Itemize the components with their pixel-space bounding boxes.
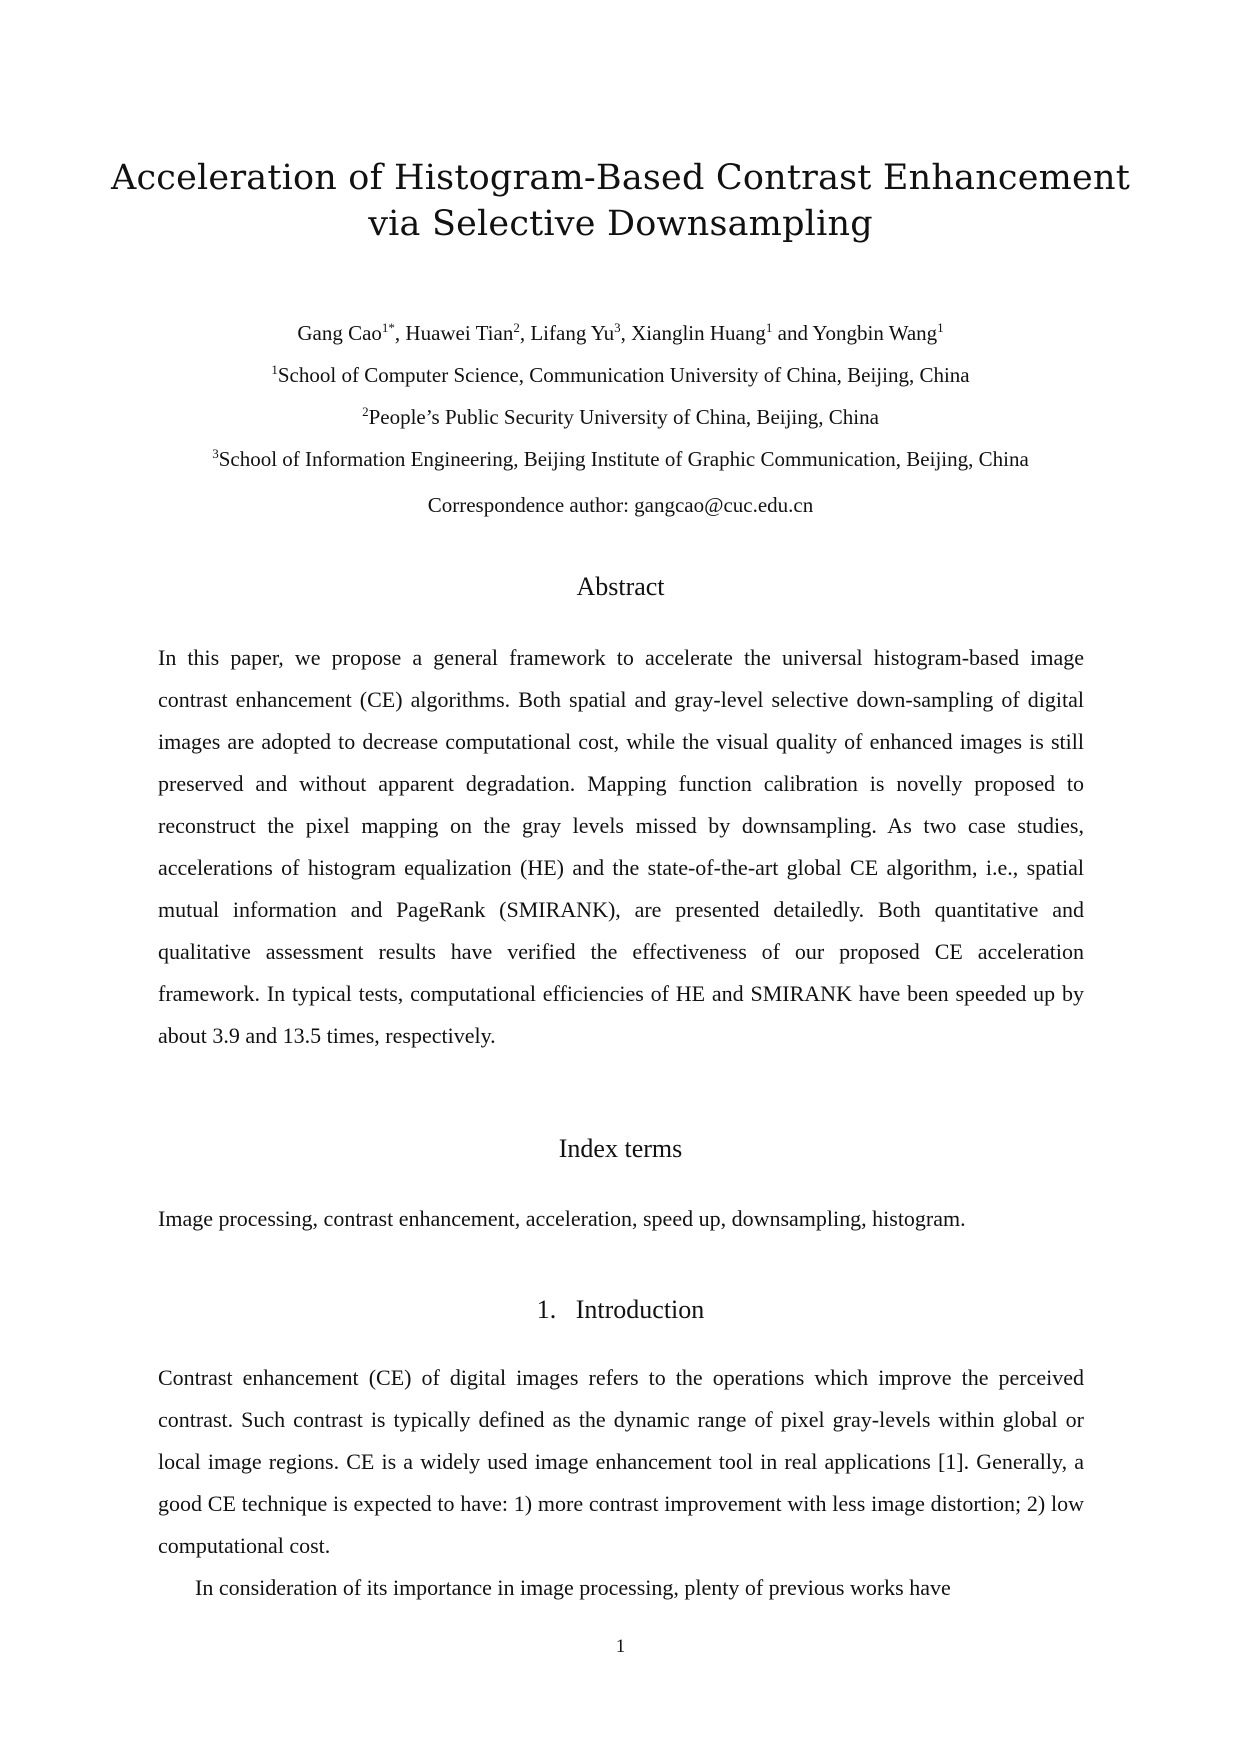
author-affiliation-mark: 1 <box>765 320 773 335</box>
author-name: Lifang Yu <box>530 321 615 345</box>
title-line-1: Acceleration of Histogram-Based Contrast Enhancement <box>111 158 1130 198</box>
title-line-2: via Selective Downsampling <box>368 204 873 244</box>
author-name: Yongbin Wang <box>812 321 938 345</box>
abstract-heading: Abstract <box>576 572 665 601</box>
affiliation-mark: 1 <box>271 362 278 377</box>
page-number: 1 <box>615 1636 626 1657</box>
affiliation-text: School of Computer Science, Communication University of China, Beijing, China <box>277 363 970 387</box>
author-name: Xianglin Huang <box>631 321 766 345</box>
affiliation-2 <box>0 404 1241 430</box>
author-name: Huawei Tian <box>405 321 514 345</box>
author-affiliation-mark: 1* <box>381 320 395 335</box>
introduction-paragraph-1: Contrast enhancement (CE) of digital images refers to the operations which improve the perceived contrast. Such contrast is typically defined as the dynamic range of pixel gray-levels within global or local image regions. CE is a widely used image enhancement tool in real applications [1]. Generally, a good CE technique is expected to have: 1) more contrast improvement with less image distortion; 2) low computational cost. <box>158 1365 1084 1558</box>
introduction-heading: 1. Introduction <box>536 1295 705 1324</box>
abstract-text: In this paper, we propose a general framework to accelerate the universal histogram-based image contrast enhancement (CE) algorithms. Both spatial and gray-level selective down-sampling of digital images are adopted to decrease computational cost, while the visual quality of enhanced images is still preserved and without apparent degradation. Mapping function calibration is novelly proposed to reconstruct the pixel mapping on the gray levels missed by downsampling. As two case studies, accelerations of histogram equalization (HE) and the state-of-the-art global CE algorithm, i.e., spatial mutual information and PageRank (SMIRANK), are presented detailedly. Both quantitative and qualitative assessment results have verified the effectiveness of our proposed CE acceleration framework. In typical tests, computational efficiencies of HE and SMIRANK have been speeded up by about 3.9 and 13.5 times, respectively. <box>158 645 1084 1048</box>
author-separator: and <box>772 321 813 345</box>
author-separator: , <box>519 321 531 345</box>
affiliation-text: School of Information Engineering, Beijing Institute of Graphic Communication, Beijing, China <box>218 447 1029 471</box>
affiliation-mark: 2 <box>362 404 369 419</box>
author-affiliation-mark: 2 <box>513 320 520 335</box>
affiliation-text: People’s Public Security University of China, Beijing, China <box>368 405 879 429</box>
author-separator: , <box>620 321 632 345</box>
author-list <box>0 320 1241 346</box>
index-terms-text: Image processing, contrast enhancement, acceleration, speed up, downsampling, histogram. <box>158 1206 966 1231</box>
affiliation-3 <box>0 446 1241 472</box>
affiliation-1 <box>0 362 1241 388</box>
author-affiliation-mark: 1 <box>937 320 944 335</box>
author-separator: , <box>394 321 406 345</box>
author-affiliation-mark: 3 <box>614 320 621 335</box>
introduction-paragraph-2: In consideration of its importance in image processing, plenty of previous works have <box>195 1575 951 1600</box>
index-terms-heading: Index terms <box>558 1134 683 1163</box>
affiliation-mark: 3 <box>212 446 219 461</box>
author-name: Gang Cao <box>297 321 382 345</box>
correspondence-line: Correspondence author: gangcao@cuc.edu.cn <box>427 493 814 517</box>
paper-title <box>0 155 1241 247</box>
